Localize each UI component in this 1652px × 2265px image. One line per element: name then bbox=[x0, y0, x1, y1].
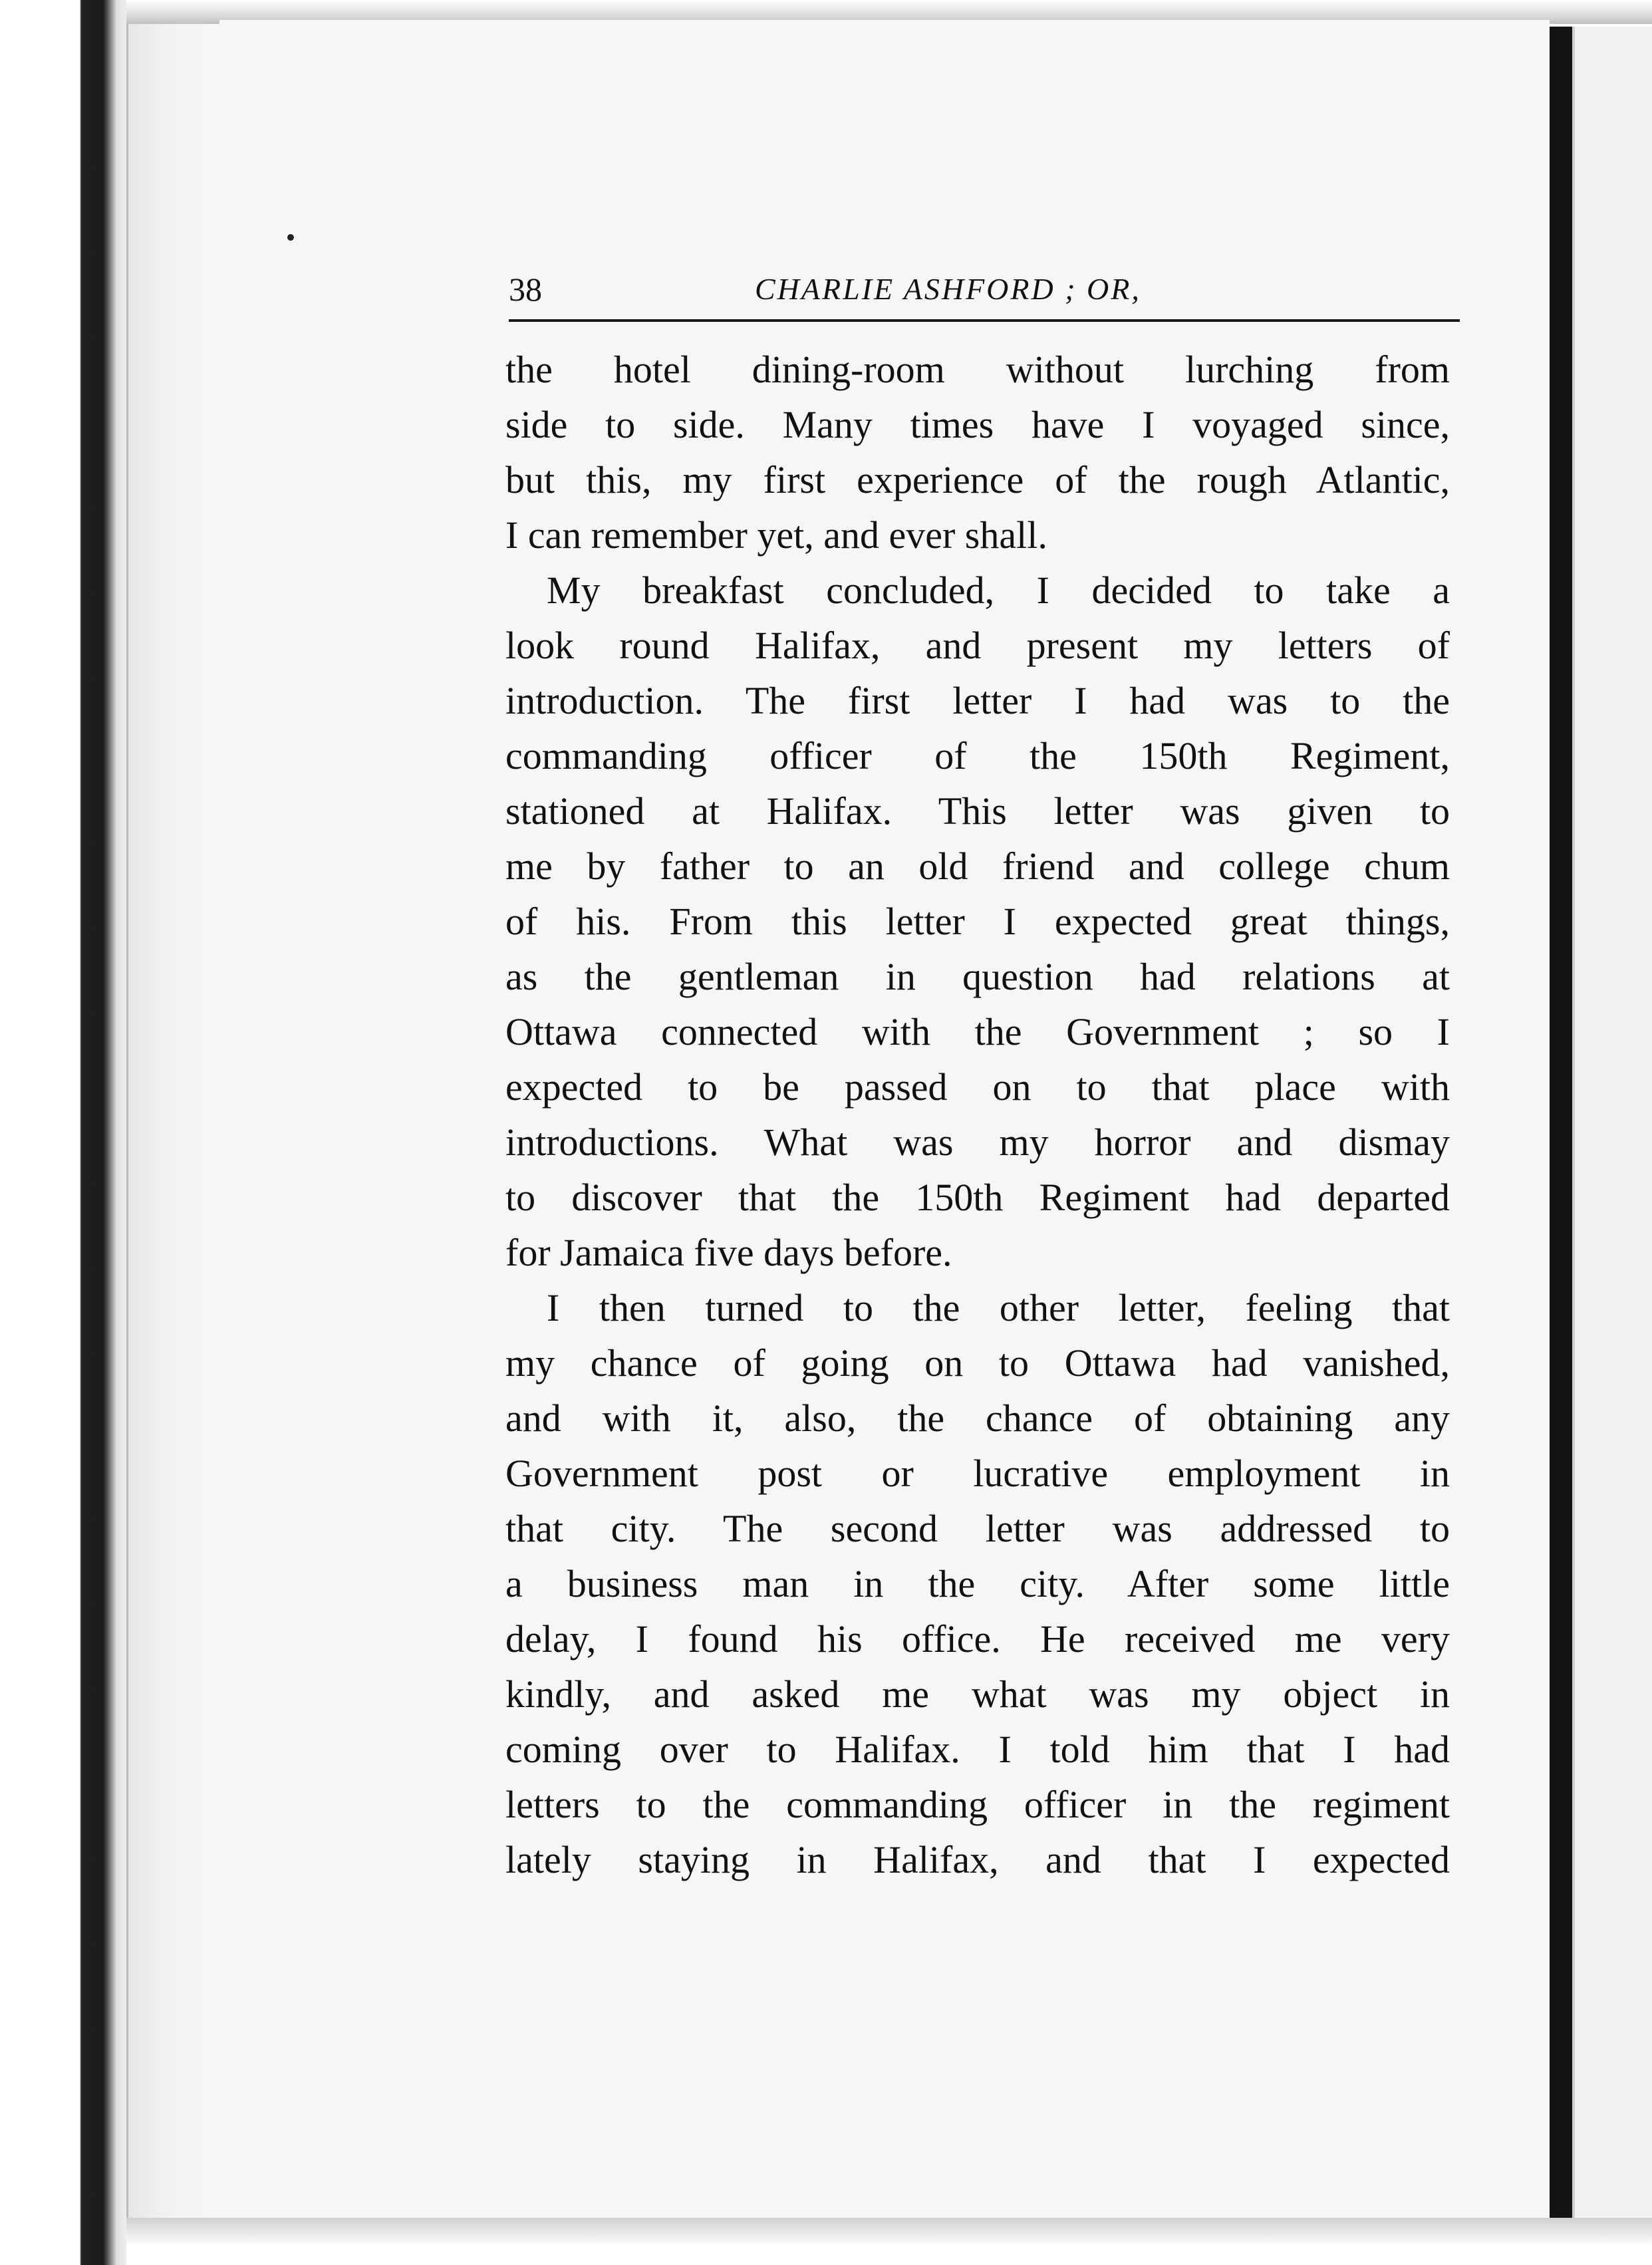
text-line: delay, I found his office. He received me very bbox=[505, 1617, 1450, 1661]
text-line: stationed at Halifax. This letter was given to bbox=[505, 789, 1450, 833]
text-line: introduction. The first letter I had was to the bbox=[505, 679, 1450, 722]
text-line: Government post or lucrative employment in bbox=[505, 1452, 1450, 1495]
text-line: introductions. What was my horror and dismay bbox=[505, 1121, 1450, 1164]
page-number: 38 bbox=[509, 271, 542, 308]
text-line: coming over to Halifax. I told him that I had bbox=[505, 1728, 1450, 1771]
book-binding-left bbox=[0, 0, 126, 2265]
text-line: my chance of going on to Ottawa had vanished, bbox=[505, 1341, 1450, 1385]
book-gutter bbox=[126, 0, 221, 2265]
text-line: for Jamaica five days before. bbox=[505, 1231, 952, 1274]
body-text bbox=[505, 342, 1450, 1887]
text-line: to discover that the 150th Regiment had departed bbox=[505, 1176, 1450, 1219]
facing-page-edge bbox=[1572, 27, 1652, 2221]
text-line: kindly, and asked me what was my object in bbox=[505, 1672, 1450, 1716]
text-line: letters to the commanding officer in the regiment bbox=[505, 1783, 1450, 1826]
text-line: I then turned to the other letter, feeling that bbox=[547, 1286, 1450, 1329]
running-head bbox=[509, 266, 1460, 322]
text-line: side to side. Many times have I voyaged since, bbox=[505, 403, 1450, 446]
text-line: lately staying in Halifax, and that I expected bbox=[505, 1838, 1450, 1881]
text-line: me by father to an old friend and college chum bbox=[505, 845, 1450, 888]
book-binding-right bbox=[1550, 27, 1572, 2221]
text-line: Ottawa connected with the Government ; so I bbox=[505, 1010, 1450, 1053]
text-line: and with it, also, the chance of obtaining any bbox=[505, 1397, 1450, 1440]
text-line: that city. The second letter was addressed to bbox=[505, 1507, 1450, 1550]
text-line: look round Halifax, and present my letters of bbox=[505, 624, 1450, 667]
text-line: My breakfast concluded, I decided to take a bbox=[547, 569, 1450, 612]
text-line: commanding officer of the 150th Regiment, bbox=[505, 734, 1450, 777]
text-line: of his. From this letter I expected great things, bbox=[505, 900, 1450, 943]
text-line: the hotel dining-room without lurching from bbox=[505, 348, 1450, 391]
ink-spot bbox=[287, 234, 294, 241]
running-title: CHARLIE ASHFORD ; OR, bbox=[755, 272, 1141, 306]
page-bottom-edge bbox=[126, 2218, 1652, 2265]
text-line: a business man in the city. After some little bbox=[505, 1562, 1450, 1605]
text-line: I can remember yet, and ever shall. bbox=[505, 513, 1047, 557]
text-line: but this, my first experience of the rough Atlantic, bbox=[505, 458, 1450, 501]
text-line: as the gentleman in question had relations at bbox=[505, 955, 1450, 998]
text-line: expected to be passed on to that place with bbox=[505, 1065, 1450, 1109]
